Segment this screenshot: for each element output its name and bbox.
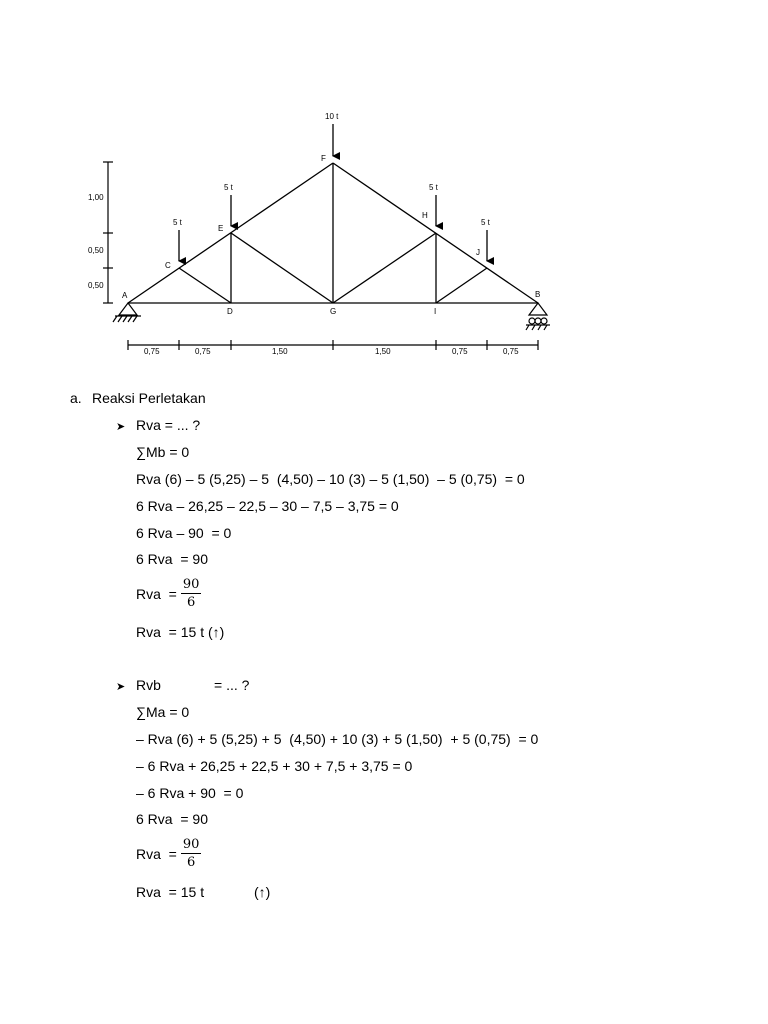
load-label-H: 5 t <box>429 183 438 192</box>
span-label-1: 0,75 <box>144 347 160 356</box>
rvb-line-2: – Rva (6) + 5 (5,25) + 5 (4,50) + 10 (3) + 5 (1,50) + 5 (0,75) = 0 <box>136 731 539 747</box>
rva-line-2: ∑Mb = 0 <box>136 444 190 460</box>
member-CD <box>179 268 231 303</box>
rvb-line-3: – 6 Rva + 26,25 + 22,5 + 30 + 7,5 + 3,75 = 0 <box>136 758 413 774</box>
node-label-G: G <box>330 307 337 316</box>
member-GH <box>333 233 436 303</box>
rva-fraction-line <box>136 578 201 610</box>
rvb-line-4: – 6 Rva + 90 = 0 <box>136 785 244 801</box>
rva-line-3: Rva (6) – 5 (5,25) – 5 (4,50) – 10 (3) – 5 (1,50) – 5 (0,75) = 0 <box>136 471 525 487</box>
pin-support-A <box>113 303 141 322</box>
rva-fraction <box>181 578 202 610</box>
node-label-H: H <box>422 211 428 220</box>
rvb-fraction <box>181 838 202 870</box>
rva-fraction-lhs: Rva = <box>136 586 177 602</box>
node-label-B: B <box>535 290 541 299</box>
rvb-fraction-denominator: 6 <box>186 855 196 870</box>
member-EG <box>231 233 333 303</box>
bullet-icon: ➤ <box>116 681 126 693</box>
rva-line-4: 6 Rva – 26,25 – 22,5 – 30 – 7,5 – 3,75 = 0 <box>136 498 399 514</box>
section-title: Reaksi Perletakan <box>92 390 206 406</box>
load-label-E: 5 t <box>224 183 233 192</box>
span-dimension <box>128 340 538 350</box>
roller-support-B <box>526 303 550 330</box>
section-marker: a. <box>70 390 82 406</box>
span-label-2: 0,75 <box>195 347 211 356</box>
span-label-4: 1,50 <box>375 347 391 356</box>
node-label-A: A <box>122 291 128 300</box>
truss-members <box>128 163 541 303</box>
rva-line-5: 6 Rva – 90 = 0 <box>136 525 232 541</box>
rva-line-6: 6 Rva = 90 <box>136 551 208 567</box>
truss-diagram <box>0 0 768 380</box>
rva-fraction-denominator: 6 <box>186 595 196 610</box>
load-label-J: 5 t <box>481 218 490 227</box>
load-label-C: 5 t <box>173 218 182 227</box>
rvb-fraction-lhs: Rva = <box>136 846 177 862</box>
node-label-D: D <box>227 307 233 316</box>
span-label-3: 1,50 <box>272 347 288 356</box>
node-label-E: E <box>218 224 224 233</box>
span-label-5: 0,75 <box>452 347 468 356</box>
load-label-F: 10 t <box>325 112 339 121</box>
height-label-2: 0,50 <box>88 246 104 255</box>
rvb-fraction-numerator: 90 <box>182 837 200 852</box>
rva-line-1: Rva = ... ? <box>136 417 201 433</box>
rva-result: Rva = 15 t (↑) <box>136 624 225 640</box>
rvb-question: = ... ? <box>214 677 250 693</box>
rvb-result-arrow: (↑) <box>254 884 271 900</box>
node-label-F: F <box>321 154 326 163</box>
member-IJ <box>436 268 487 303</box>
section-heading <box>70 390 206 406</box>
rva-fraction-numerator: 90 <box>182 577 200 592</box>
height-label-1: 1,00 <box>88 193 104 202</box>
node-label-I: I <box>434 307 437 316</box>
bullet-icon: ➤ <box>116 421 126 433</box>
node-label-J: J <box>476 248 480 257</box>
rvb-result: Rva = 15 t <box>136 884 205 900</box>
rvb-fraction-line <box>136 838 201 870</box>
rvb-line-1: ∑Ma = 0 <box>136 704 190 720</box>
rvb-label: Rvb <box>136 677 161 693</box>
node-label-C: C <box>165 261 171 270</box>
height-label-3: 0,50 <box>88 281 104 290</box>
rvb-line-5: 6 Rva = 90 <box>136 811 208 827</box>
span-label-6: 0,75 <box>503 347 519 356</box>
height-dimension <box>103 162 113 303</box>
